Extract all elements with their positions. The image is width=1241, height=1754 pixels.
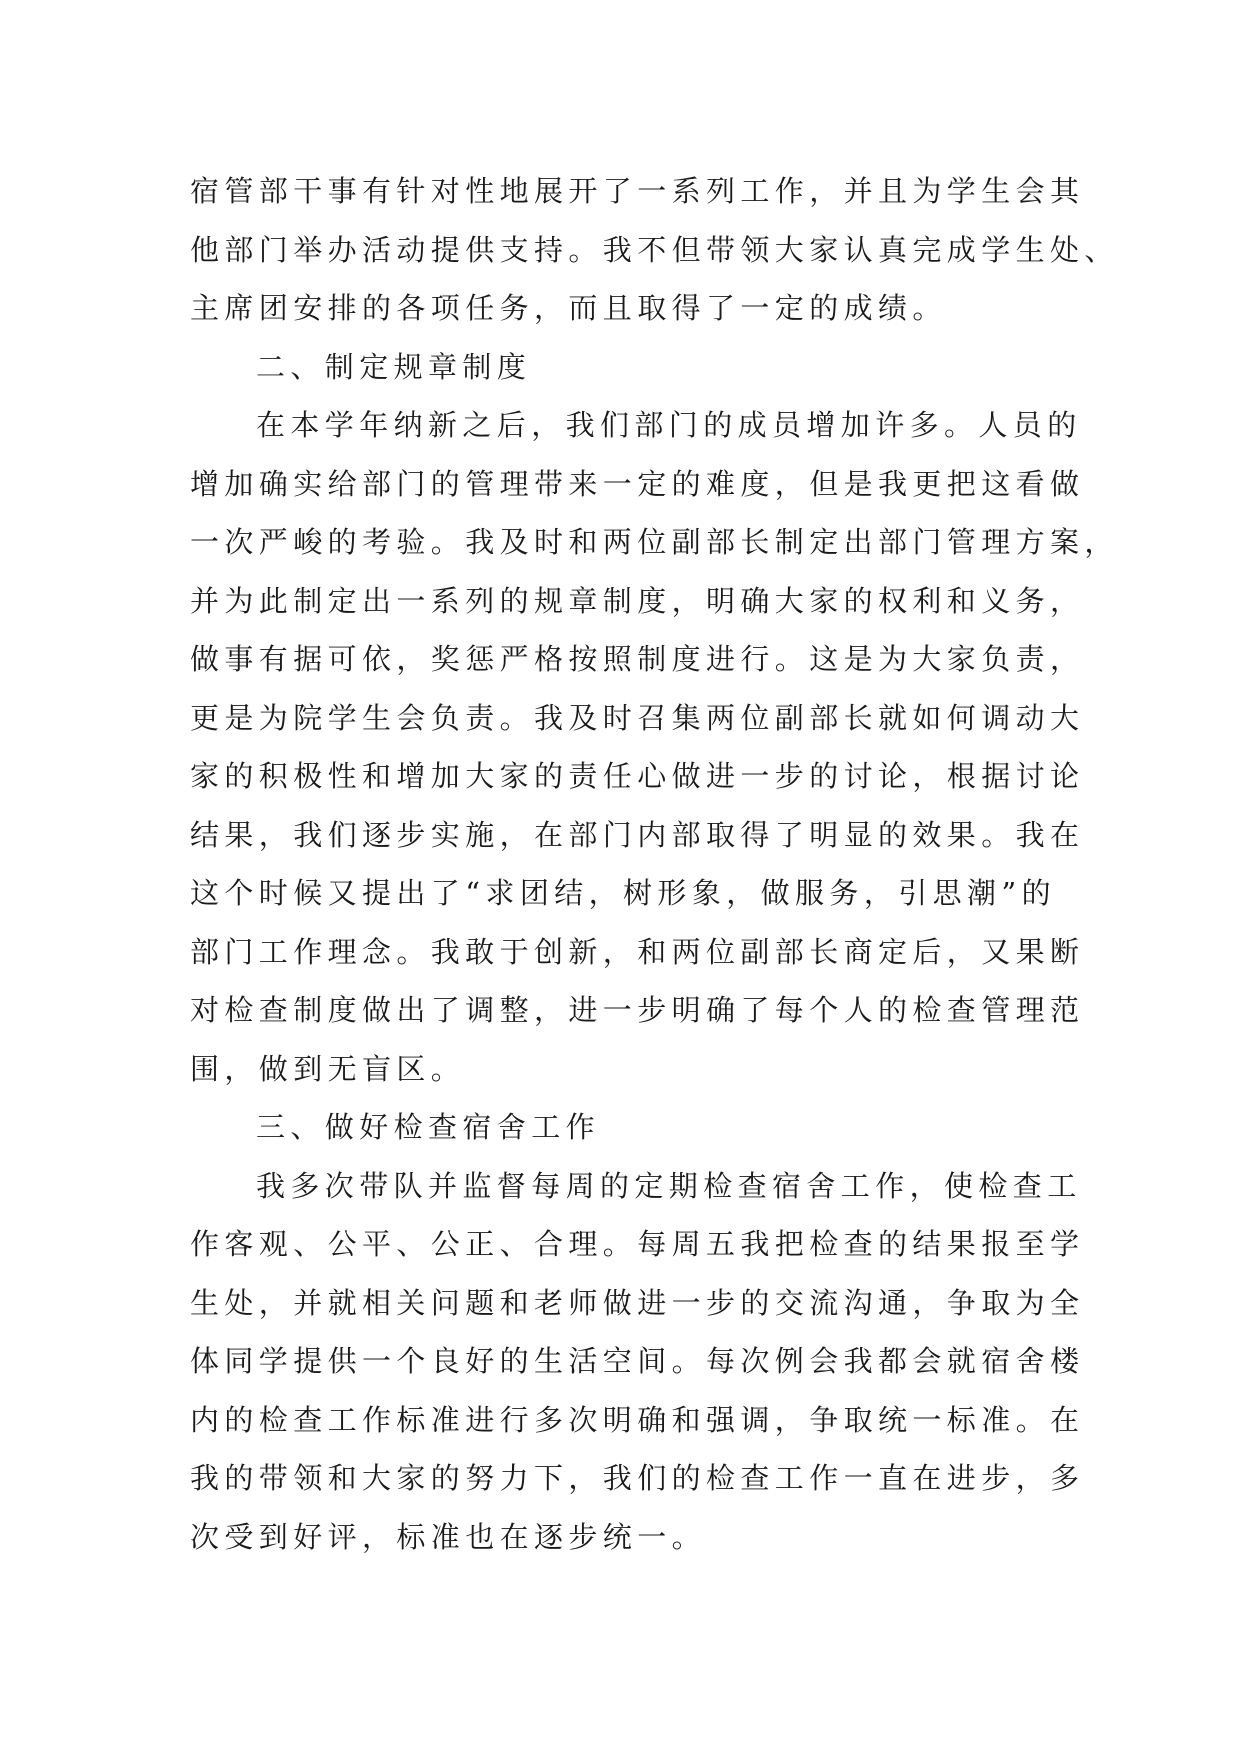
section-heading: 三、做好检查宿舍工作 <box>256 1110 601 1144</box>
body-line: 次受到好评，标准也在逐步统一。 <box>190 1519 707 1554</box>
paragraph-first-line: 在本学年纳新之后，我们部门的成员增加许多。人员的 <box>256 408 1082 442</box>
body-line: 部门工作理念。我敢于创新，和两位副部长商定后，又果断 <box>190 934 1085 969</box>
body-line: 体同学提供一个良好的生活空间。每次例会我都会就宿舍楼 <box>190 1344 1085 1378</box>
body-line: 我的带领和大家的努力下，我们的检查工作一直在进步，多 <box>190 1461 1085 1495</box>
body-line: 家的积极性和增加大家的责任心做进一步的讨论，根据讨论 <box>190 759 1085 793</box>
body-line: 结果，我们逐步实施，在部门内部取得了明显的效果。我在 <box>190 817 1085 852</box>
body-line: 这个时候又提出了“求团结，树形象，做服务，引思潮”的 <box>190 876 1057 910</box>
section-heading: 二、制定规章制度 <box>256 349 532 384</box>
paragraph-first-line: 我多次带队并监督每周的定期检查宿舍工作，使检查工 <box>256 1168 1082 1203</box>
body-line: 作客观、公平、公正、合理。每周五我把检查的结果报至学 <box>190 1227 1085 1261</box>
body-line: 更是为院学生会负责。我及时召集两位副部长就如何调动大 <box>190 700 1085 735</box>
body-line: 一次严峻的考验。我及时和两位副部长制定出部门管理方案， <box>190 525 1119 559</box>
body-line: 内的检查工作标准进行多次明确和强调，争取统一标准。在 <box>190 1402 1085 1437</box>
body-line: 围，做到无盲区。 <box>190 1051 466 1086</box>
body-line: 他部门举办活动提供支持。我不但带领大家认真完成学生处、 <box>190 232 1119 267</box>
document-body <box>190 162 1119 1566</box>
body-line: 宿管部干事有针对性地展开了一系列工作，并且为学生会其 <box>190 174 1085 208</box>
body-line: 对检查制度做出了调整，进一步明确了每个人的检查管理范 <box>190 993 1085 1027</box>
body-line: 做事有据可依，奖惩严格按照制度进行。这是为大家负责， <box>190 642 1085 676</box>
body-line: 并为此制定出一系列的规章制度，明确大家的权利和义务， <box>190 583 1085 618</box>
body-line: 生处，并就相关问题和老师做进一步的交流沟通，争取为全 <box>190 1285 1085 1320</box>
body-line: 增加确实给部门的管理带来一定的难度，但是我更把这看做 <box>190 466 1085 501</box>
body-line: 主席团安排的各项任务，而且取得了一定的成绩。 <box>190 291 947 325</box>
